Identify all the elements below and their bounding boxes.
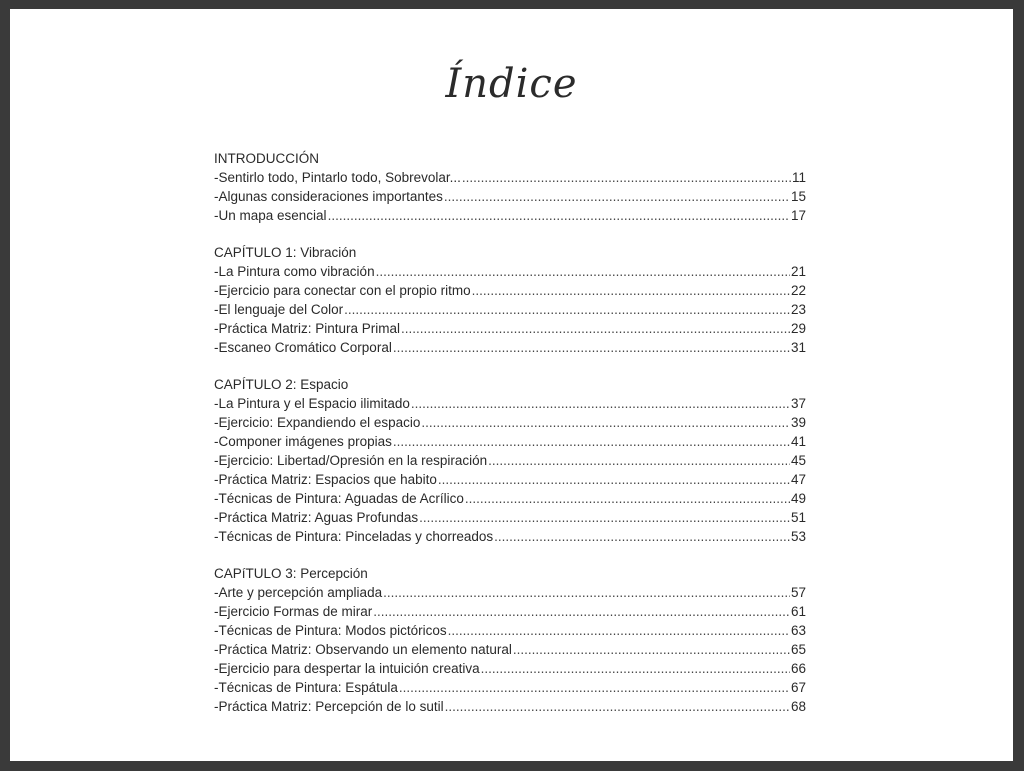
entry-label: -Ejercicio Formas de mirar bbox=[214, 604, 373, 619]
toc-entry bbox=[214, 697, 806, 716]
toc-entry bbox=[214, 262, 806, 281]
toc-entry bbox=[214, 451, 806, 470]
entry-page-number: 11 bbox=[791, 170, 806, 185]
entry-label: -Práctica Matriz: Observando un elemento natural bbox=[214, 642, 512, 657]
entry-page-number: 68 bbox=[790, 699, 806, 714]
dot-leader bbox=[445, 697, 790, 716]
toc-entry bbox=[214, 206, 806, 225]
dot-leader bbox=[494, 527, 790, 546]
dot-leader bbox=[488, 451, 790, 470]
toc-entry bbox=[214, 338, 806, 357]
entry-label: -Algunas consideraciones importantes bbox=[214, 189, 443, 204]
entry-page-number: 39 bbox=[790, 415, 806, 430]
entry-page-number: 47 bbox=[790, 472, 806, 487]
dot-leader bbox=[376, 262, 790, 281]
entry-label: -Ejercicio para conectar con el propio ritmo bbox=[214, 283, 471, 298]
entry-page-number: 37 bbox=[790, 396, 806, 411]
dot-leader bbox=[448, 621, 790, 640]
entry-page-number: 22 bbox=[790, 283, 806, 298]
dot-leader bbox=[421, 413, 790, 432]
entry-page-number: 51 bbox=[790, 510, 806, 525]
entry-label: -Componer imágenes propias bbox=[214, 434, 392, 449]
section-heading: CAPÍTULO 1: Vibración bbox=[214, 245, 357, 260]
section-capitulo-1 bbox=[214, 243, 806, 357]
entry-label: -Arte y percepción ampliada bbox=[214, 585, 383, 600]
toc-entry bbox=[214, 319, 806, 338]
entry-page-number: 15 bbox=[790, 189, 806, 204]
entry-page-number: 66 bbox=[790, 661, 806, 676]
dot-leader bbox=[444, 187, 790, 206]
dot-leader bbox=[472, 281, 790, 300]
dot-leader bbox=[393, 338, 790, 357]
toc-entry bbox=[214, 300, 806, 319]
entry-label: -Técnicas de Pintura: Espátula bbox=[214, 680, 398, 695]
toc-entry bbox=[214, 413, 806, 432]
entry-page-number: 41 bbox=[790, 434, 806, 449]
dot-leader bbox=[513, 640, 790, 659]
toc-entry bbox=[214, 621, 806, 640]
entry-label: -Práctica Matriz: Espacios que habito bbox=[214, 472, 437, 487]
entry-page-number: 29 bbox=[790, 321, 806, 336]
section-introduccion bbox=[214, 149, 806, 225]
dot-leader bbox=[393, 432, 790, 451]
entry-page-number: 65 bbox=[790, 642, 806, 657]
entry-label: -Práctica Matriz: Pintura Primal bbox=[214, 321, 401, 336]
entry-page-number: 31 bbox=[790, 340, 806, 355]
toc-entry bbox=[214, 508, 806, 527]
toc-entry bbox=[214, 678, 806, 697]
entry-page-number: 21 bbox=[790, 264, 806, 279]
entry-label: -La Pintura como vibración bbox=[214, 264, 375, 279]
toc-entry bbox=[214, 187, 806, 206]
toc-entry bbox=[214, 470, 806, 489]
toc-entry bbox=[214, 281, 806, 300]
section-heading: INTRODUCCIÓN bbox=[214, 151, 319, 166]
toc-entry bbox=[214, 602, 806, 621]
section-heading: CAPíTULO 3: Percepción bbox=[214, 566, 368, 581]
dot-leader bbox=[344, 300, 790, 319]
entry-label: -Escaneo Cromático Corporal bbox=[214, 340, 392, 355]
dot-leader bbox=[328, 206, 790, 225]
dot-leader bbox=[401, 319, 790, 338]
toc-entry bbox=[214, 583, 806, 602]
entry-label: -Ejercicio: Libertad/Opresión en la respiración bbox=[214, 453, 488, 468]
dot-leader bbox=[419, 508, 790, 527]
dot-leader bbox=[462, 168, 791, 187]
dot-leader bbox=[438, 470, 790, 489]
entry-label: -Técnicas de Pintura: Modos pictóricos bbox=[214, 623, 447, 638]
entry-label: -Práctica Matriz: Aguas Profundas bbox=[214, 510, 419, 525]
dot-leader bbox=[399, 678, 790, 697]
entry-label: -Un mapa esencial bbox=[214, 208, 327, 223]
entry-label: -Técnicas de Pintura: Aguadas de Acrílico bbox=[214, 491, 464, 506]
dot-leader bbox=[481, 659, 790, 678]
entry-label: -El lenguaje del Color bbox=[214, 302, 344, 317]
entry-label: -Sentirlo todo, Pintarlo todo, Sobrevolar... bbox=[214, 170, 461, 185]
entry-page-number: 23 bbox=[790, 302, 806, 317]
toc-entry bbox=[214, 394, 806, 413]
toc-entry bbox=[214, 489, 806, 508]
entry-page-number: 67 bbox=[790, 680, 806, 695]
page-title: Índice bbox=[445, 61, 578, 107]
section-capitulo-3 bbox=[214, 564, 806, 716]
entry-page-number: 57 bbox=[790, 585, 806, 600]
entry-page-number: 17 bbox=[790, 208, 806, 223]
entry-label: -Técnicas de Pintura: Pinceladas y chorreados bbox=[214, 529, 494, 544]
toc-entry bbox=[214, 640, 806, 659]
dot-leader bbox=[373, 602, 790, 621]
dot-leader bbox=[465, 489, 790, 508]
toc-entry bbox=[214, 168, 806, 187]
table-of-contents bbox=[214, 149, 806, 734]
document-page bbox=[10, 9, 1013, 761]
entry-label: -Práctica Matriz: Percepción de lo sutil bbox=[214, 699, 444, 714]
entry-label: -La Pintura y el Espacio ilimitado bbox=[214, 396, 410, 411]
entry-page-number: 63 bbox=[790, 623, 806, 638]
entry-page-number: 53 bbox=[790, 529, 806, 544]
toc-entry bbox=[214, 527, 806, 546]
toc-entry bbox=[214, 659, 806, 678]
entry-label: -Ejercicio: Expandiendo el espacio bbox=[214, 415, 421, 430]
entry-page-number: 49 bbox=[790, 491, 806, 506]
entry-page-number: 61 bbox=[790, 604, 806, 619]
toc-entry bbox=[214, 432, 806, 451]
dot-leader bbox=[383, 583, 790, 602]
section-heading: CAPÍTULO 2: Espacio bbox=[214, 377, 349, 392]
entry-label: -Ejercicio para despertar la intuición creativa bbox=[214, 661, 480, 676]
dot-leader bbox=[411, 394, 790, 413]
entry-page-number: 45 bbox=[790, 453, 806, 468]
section-capitulo-2 bbox=[214, 375, 806, 546]
